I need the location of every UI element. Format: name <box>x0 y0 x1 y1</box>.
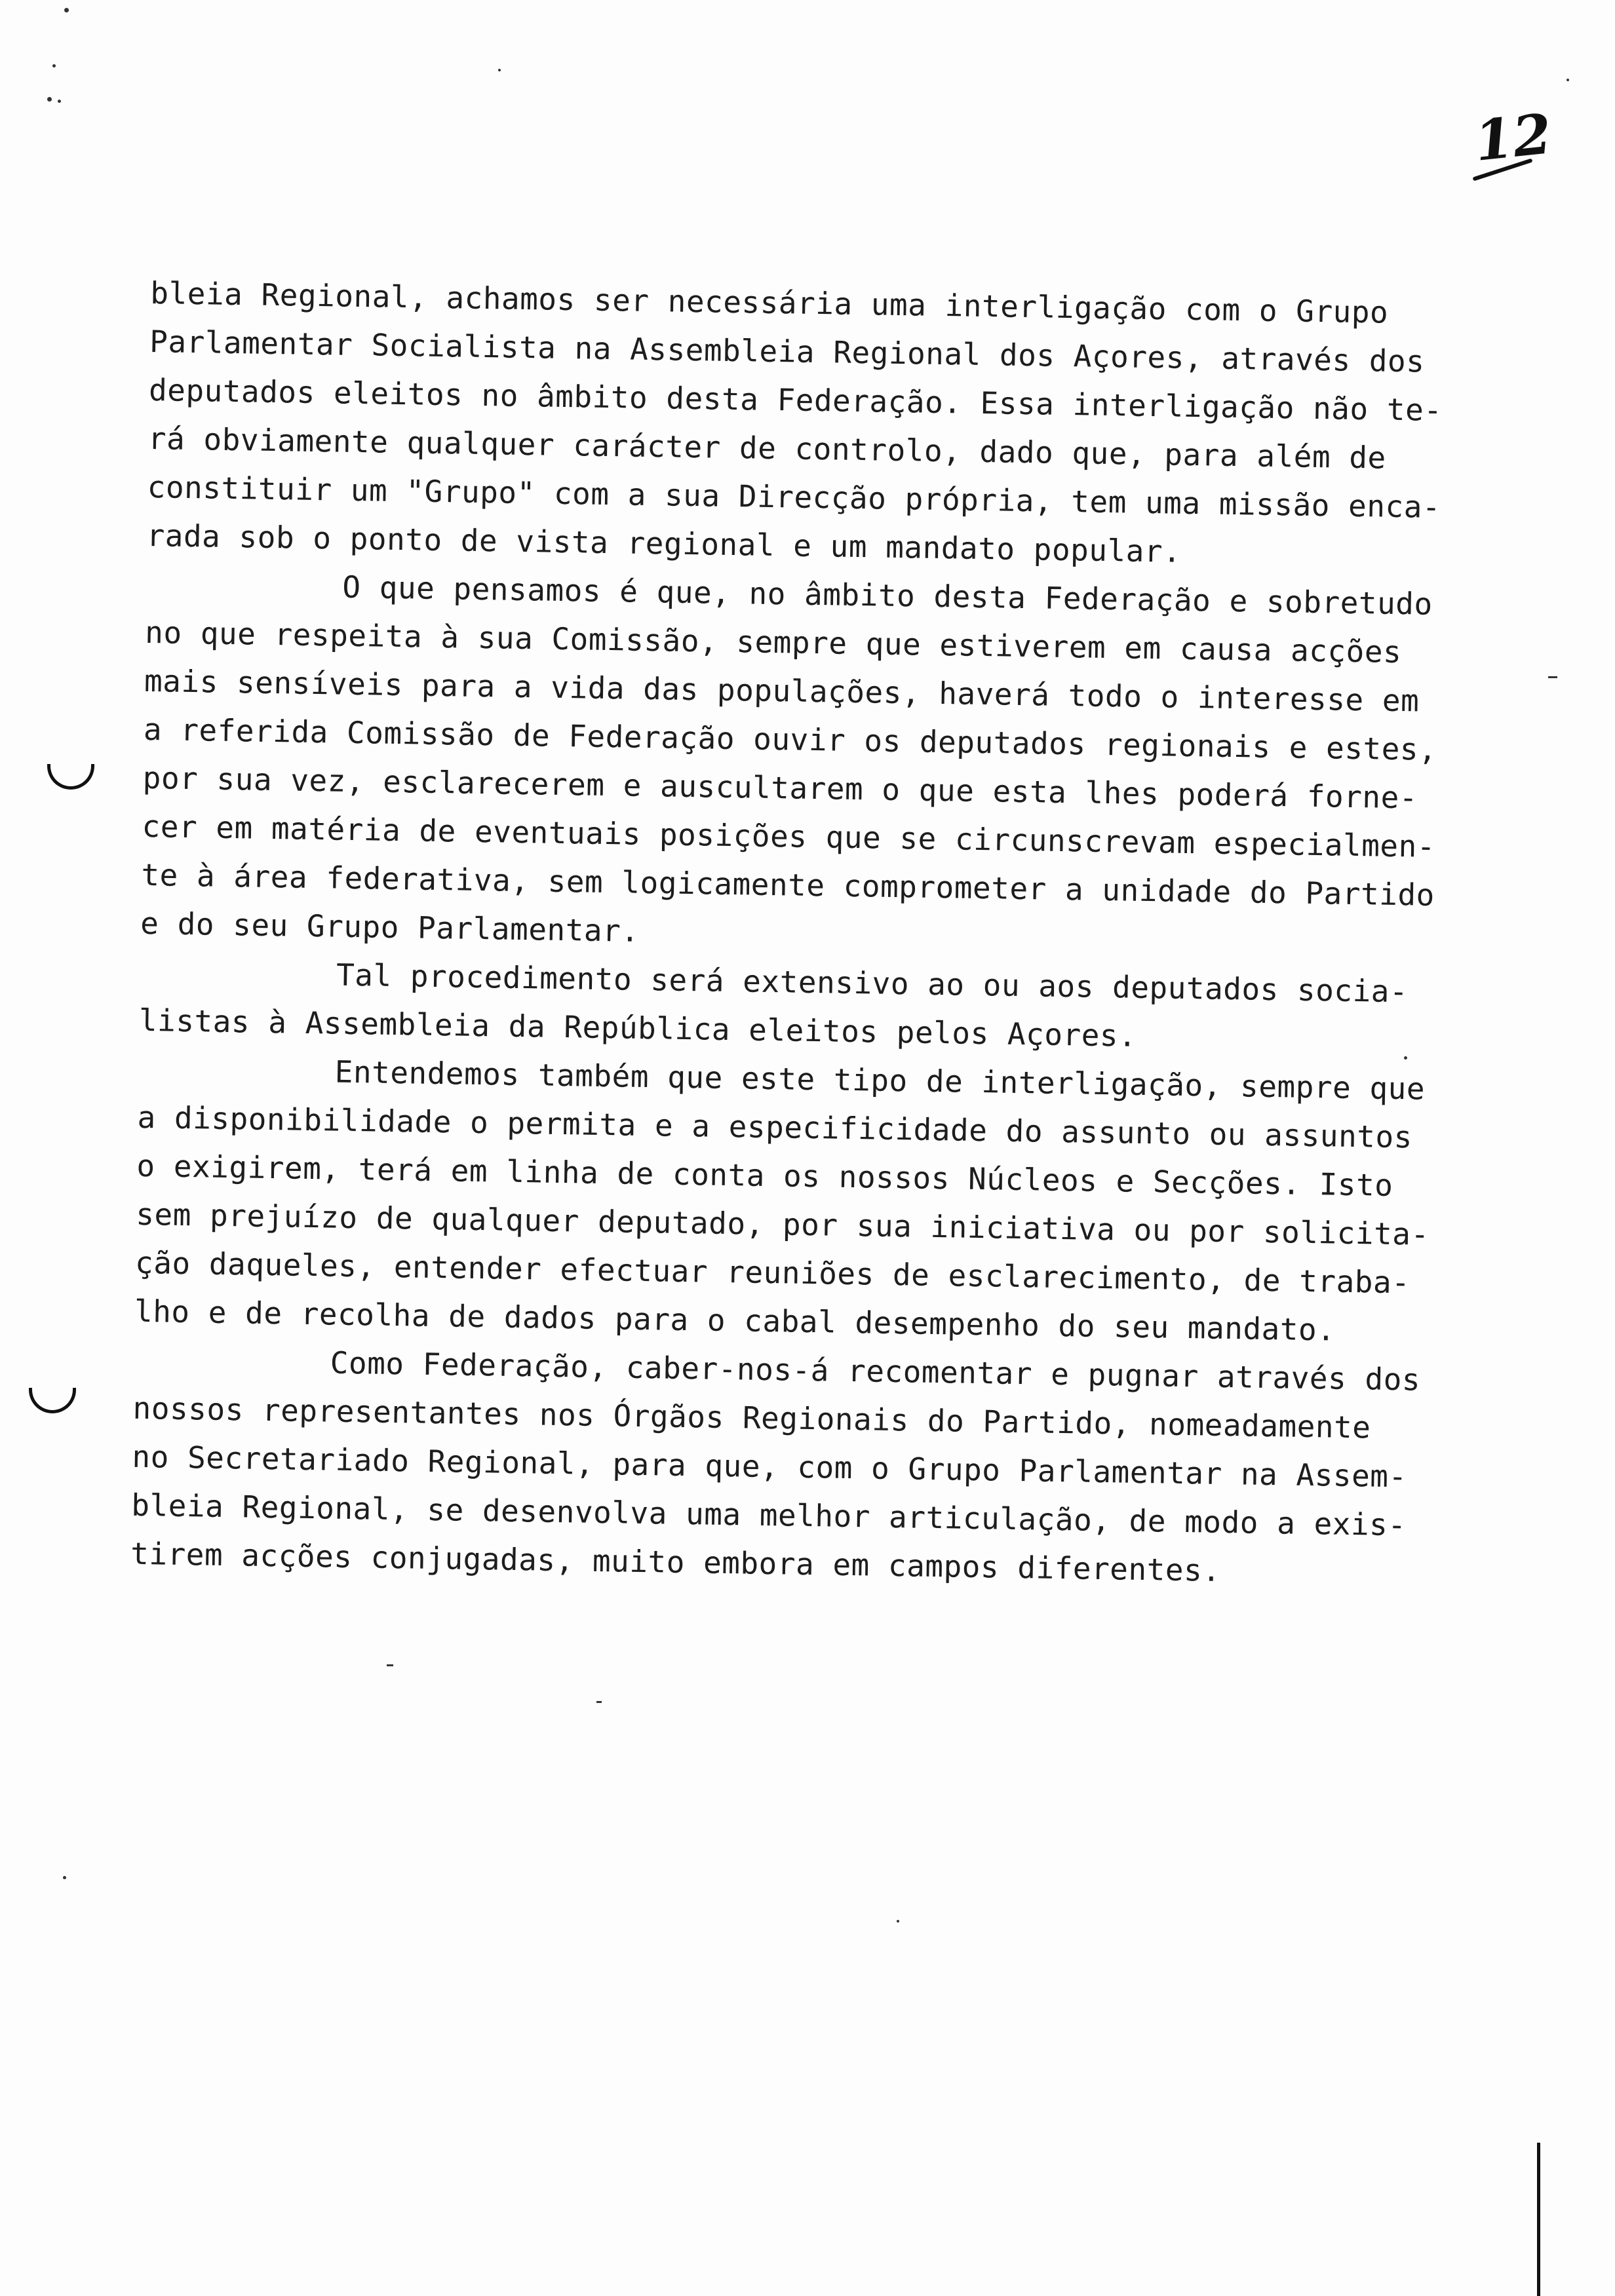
text-line: e do seu Grupo Parlamentar. <box>140 905 640 949</box>
scan-speck <box>47 97 52 102</box>
scan-speck <box>63 1876 66 1879</box>
text-line: listas à Assembleia da República eleitos pelos Açores. <box>138 1002 1137 1054</box>
text-line: deputados eleitos no âmbito desta Federação. Essa interligação não te- <box>148 372 1443 428</box>
scan-speck <box>897 1920 899 1923</box>
scan-speck <box>498 69 501 71</box>
text-line: cer em matéria de eventuais posições que se circunscrevam especialmen- <box>142 808 1436 864</box>
text-line: constituir um "Grupo" com a sua Direcção própria, tem uma missão enca- <box>147 469 1441 525</box>
scan-speck <box>1566 79 1569 81</box>
text-line: bleia Regional, achamos ser necessária uma interligação com o Grupo <box>149 275 1389 330</box>
text-line: tirem acções conjugadas, muito embora em campos diferentes. <box>130 1535 1221 1588</box>
scan-speck <box>387 1664 393 1666</box>
text-line: no que respeita à sua Comissão, sempre que estiverem em causa acções <box>144 614 1402 670</box>
text-line: ção daqueles, entender efectuar reuniões de esclarecimento, de traba- <box>134 1244 1411 1301</box>
text-line: o exigirem, terá em linha de conta os nossos Núcleos e Secções. Isto <box>136 1147 1393 1203</box>
text-line: Parlamentar Socialista na Assembleia Regional dos Açores, através dos <box>149 323 1425 379</box>
text-line: por sua vez, esclarecerem e auscultarem o que esta lhes poderá forne- <box>142 759 1418 816</box>
text-line: no Secretariado Regional, para que, com o Grupo Parlamentar na Assem- <box>132 1438 1408 1495</box>
text-line: te à área federativa, sem logicamente comprometer a unidade do Partido <box>141 856 1435 913</box>
paragraph-first-line: O que pensamos é que, no âmbito desta Federação e sobretudo <box>341 569 1433 622</box>
text-line: nossos representantes nos Órgãos Regionais do Partido, nomeadamente <box>132 1390 1371 1445</box>
text-line: a disponibilidade o permita e a especificidade do assunto ou assuntos <box>137 1099 1413 1155</box>
text-line: sem prejuízo de qualquer deputado, por sua iniciativa ou por solicita- <box>135 1196 1430 1252</box>
margin-bracket-mark <box>47 764 94 790</box>
text-line: rada sob o ponto de vista regional e um mandato popular. <box>146 517 1182 569</box>
paragraph-first-line: Como Federação, caber-nos-á recomentar e pugnar através dos <box>330 1345 1421 1398</box>
binding-edge-line <box>1537 2143 1540 2296</box>
scan-speck <box>52 64 56 67</box>
paragraph-first-line: Entendemos também que este tipo de interligação, sempre que <box>334 1054 1426 1107</box>
paragraph-first-line: Tal procedimento será extensivo ao ou aos deputados socia- <box>336 957 1409 1010</box>
scan-speck <box>64 8 69 12</box>
text-line: a referida Comissão de Federação ouvir os deputados regionais e estes, <box>143 711 1437 767</box>
body-text <box>130 269 1566 1600</box>
scan-speck <box>58 100 61 103</box>
text-line: rá obviamente qualquer carácter de controlo, dado que, para além de <box>147 420 1387 476</box>
text-line: lho e de recolha de dados para o cabal desempenho do seu mandato. <box>134 1293 1336 1348</box>
text-line: bleia Regional, se desenvolva uma melhor articulação, de modo a exis- <box>130 1487 1407 1543</box>
page-number: 12 <box>1471 101 1555 174</box>
text-line: mais sensíveis para a vida das populações, haverá todo o interesse em <box>144 662 1420 719</box>
scan-speck <box>596 1701 602 1703</box>
margin-bracket-mark <box>29 1388 76 1413</box>
